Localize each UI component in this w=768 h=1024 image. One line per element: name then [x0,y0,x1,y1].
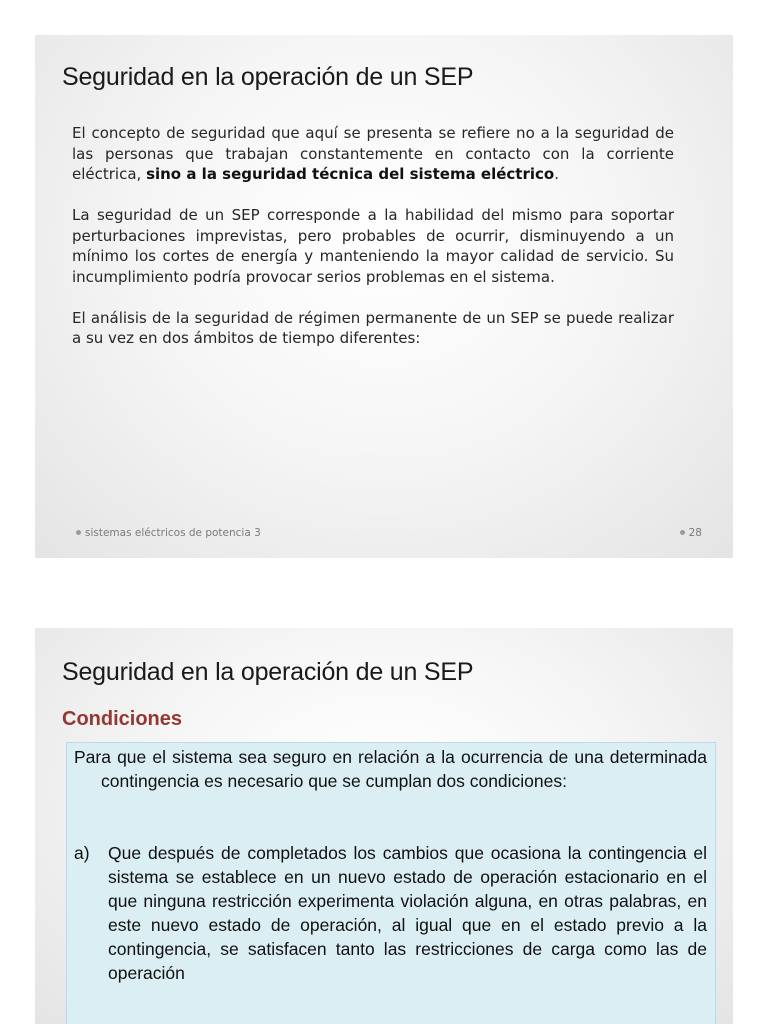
conditions-intro-text: Para que el sistema sea seguro en relación a la ocurrencia de una determinada contingencia es necesario que se cumplan dos condiciones: [74,747,707,791]
conditions-box [66,742,716,1024]
bullet-dot-icon [680,530,685,535]
footer-course-text: sistemas eléctricos de potencia 3 [85,527,261,539]
slide-title: Seguridad en la operación de un SEP [62,658,474,686]
paragraph-3: El análisis de la seguridad de régimen permanente de un SEP se puede realizar a su vez en dos ámbitos de tiempo diferentes: [72,308,674,347]
condition-a-marker: a) [74,843,90,863]
page-number-text: 28 [688,527,702,539]
condition-a [74,841,707,985]
conditions-intro [74,745,707,793]
paragraph-1-bold: sino a la seguridad técnica del sistema eléctrico [146,165,555,183]
footer-course-name [76,527,261,539]
slide-body [72,123,674,369]
slide-subtitle: Condiciones [62,708,183,730]
paragraph-2: La seguridad de un SEP corresponde a la habilidad del mismo para soportar perturbaciones imprevistas, pero probables de ocurrir, disminuyendo a un mínimo los cortes de energía y manteniendo la mayor calidad de servicio. Su incumplimiento podría provocar serios problemas en el sistema. [72,206,674,286]
bullet-dot-icon [76,530,81,535]
paragraph-1-text: El concepto de seguridad que aquí se presenta se refiere no a la seguridad de las personas que trabajan constantemente en contacto con la corriente eléctrica, [72,124,674,183]
slide-29 [35,628,733,1024]
paragraph-1-end: . [554,165,559,183]
condition-a-text: Que después de completados los cambios que ocasiona la contingencia el sistema se establece en un nuevo estado de operación estacionario en el que ninguna restricción experimenta violación alguna, en otras palabras, en este nuevo estado de operación, al igual que en el estado previo a la contingencia, se satisfacen tanto las restricciones de carga como las de operación [108,843,707,983]
footer-page-number [680,527,702,539]
paragraph-1 [72,123,674,185]
slide-28 [35,35,733,558]
slide-title: Seguridad en la operación de un SEP [62,63,474,91]
